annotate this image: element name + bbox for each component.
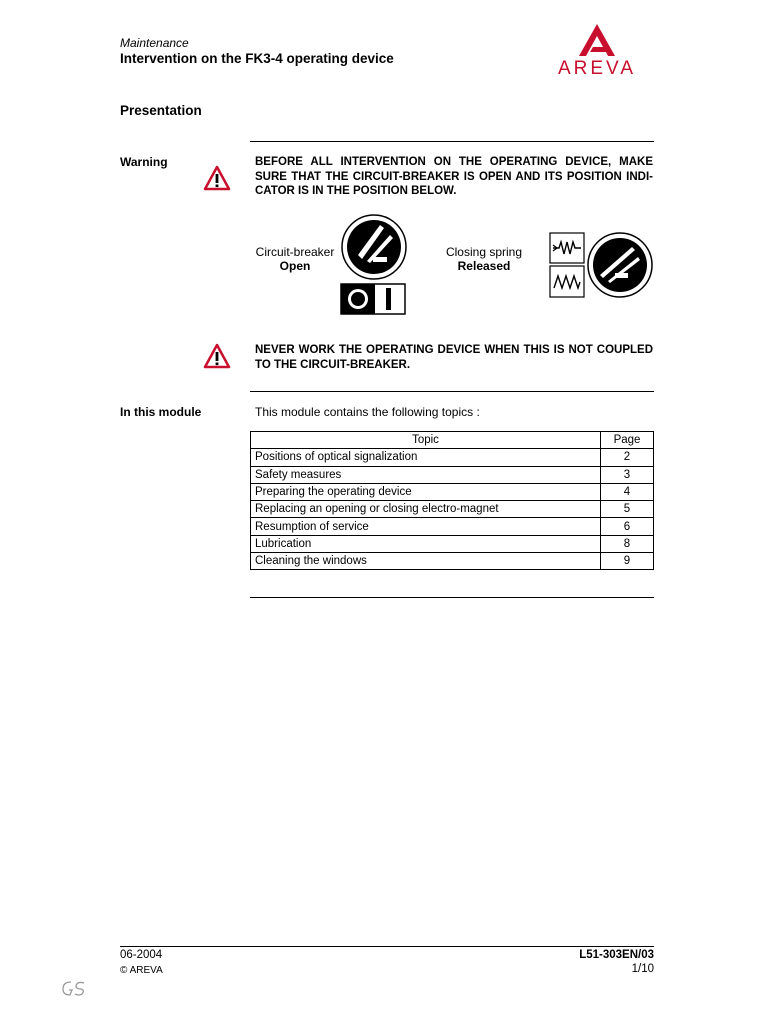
page-cell: 6	[601, 518, 654, 535]
topic-cell: Positions of optical signalization	[251, 449, 601, 466]
topic-cell: Lubrication	[251, 535, 601, 552]
divider	[250, 141, 654, 142]
footer-copyright: © AREVA	[120, 965, 163, 976]
breaker-position-dial-icon	[340, 213, 408, 281]
topic-cell: Resumption of service	[251, 518, 601, 535]
page-cell: 9	[601, 553, 654, 570]
topic-cell: Replacing an opening or closing electro-magnet	[251, 501, 601, 518]
page-cell: 5	[601, 501, 654, 518]
table-row	[251, 466, 654, 483]
spring-indicator-label	[442, 245, 526, 273]
topics-table	[250, 431, 654, 570]
document-reference: L51-303EN/03	[579, 949, 654, 961]
warning-label: Warning	[120, 155, 168, 169]
table-row	[251, 483, 654, 500]
warning-text-coupling: NEVER WORK THE OPERATING DEVICE WHEN THIS IS NOT COUPLED TO THE CIRCUIT-BREAKER.	[255, 344, 653, 371]
warning-text-open: BEFORE ALL INTERVENTION ON THE OPERATING DEVICE, MAKE SURE THAT THE CIRCUIT-BREAKER IS OPEN AND ITS POSITION INDI-CATOR IS IN THE POSITION BELOW.	[255, 156, 653, 197]
warning-triangle-icon	[203, 343, 231, 369]
spring-state-icon	[549, 232, 585, 298]
table-row	[251, 501, 654, 518]
breaker-indicator-label	[254, 245, 336, 273]
breaker-state: Open	[279, 259, 311, 273]
spring-state: Released	[457, 259, 511, 273]
divider	[250, 391, 654, 392]
table-row	[251, 553, 654, 570]
footer-divider	[120, 946, 654, 947]
table-header-row	[251, 432, 654, 449]
page-cell: 4	[601, 483, 654, 500]
logo-text: AREVA	[557, 58, 636, 79]
table-row	[251, 535, 654, 552]
document-category: Maintenance	[120, 36, 189, 50]
column-header-topic: Topic	[251, 432, 601, 449]
spring-position-dial-icon	[586, 231, 654, 299]
page-cell: 2	[601, 449, 654, 466]
spring-label: Closing spring	[445, 245, 523, 259]
warning-triangle-icon	[203, 165, 231, 191]
page-cell: 8	[601, 535, 654, 552]
topic-cell: Preparing the operating device	[251, 483, 601, 500]
footer-date: 06-2004	[120, 949, 163, 961]
page-cell: 3	[601, 466, 654, 483]
module-intro: This module contains the following topics :	[255, 405, 480, 419]
breaker-label: Circuit-breaker	[255, 245, 335, 259]
topic-cell: Safety measures	[251, 466, 601, 483]
topic-cell: Cleaning the windows	[251, 553, 601, 570]
table-row	[251, 449, 654, 466]
column-header-page: Page	[601, 432, 654, 449]
divider	[250, 597, 654, 598]
quality-stamp-icon	[60, 978, 88, 998]
section-title: Presentation	[120, 103, 202, 118]
module-label: In this module	[120, 405, 202, 419]
table-row	[251, 518, 654, 535]
open-position-indicator-icon	[340, 283, 406, 315]
areva-logo	[546, 22, 648, 82]
areva-a-icon	[546, 22, 648, 58]
page-number: 1/10	[631, 963, 654, 975]
document-title: Intervention on the FK3-4 operating device	[120, 51, 394, 66]
